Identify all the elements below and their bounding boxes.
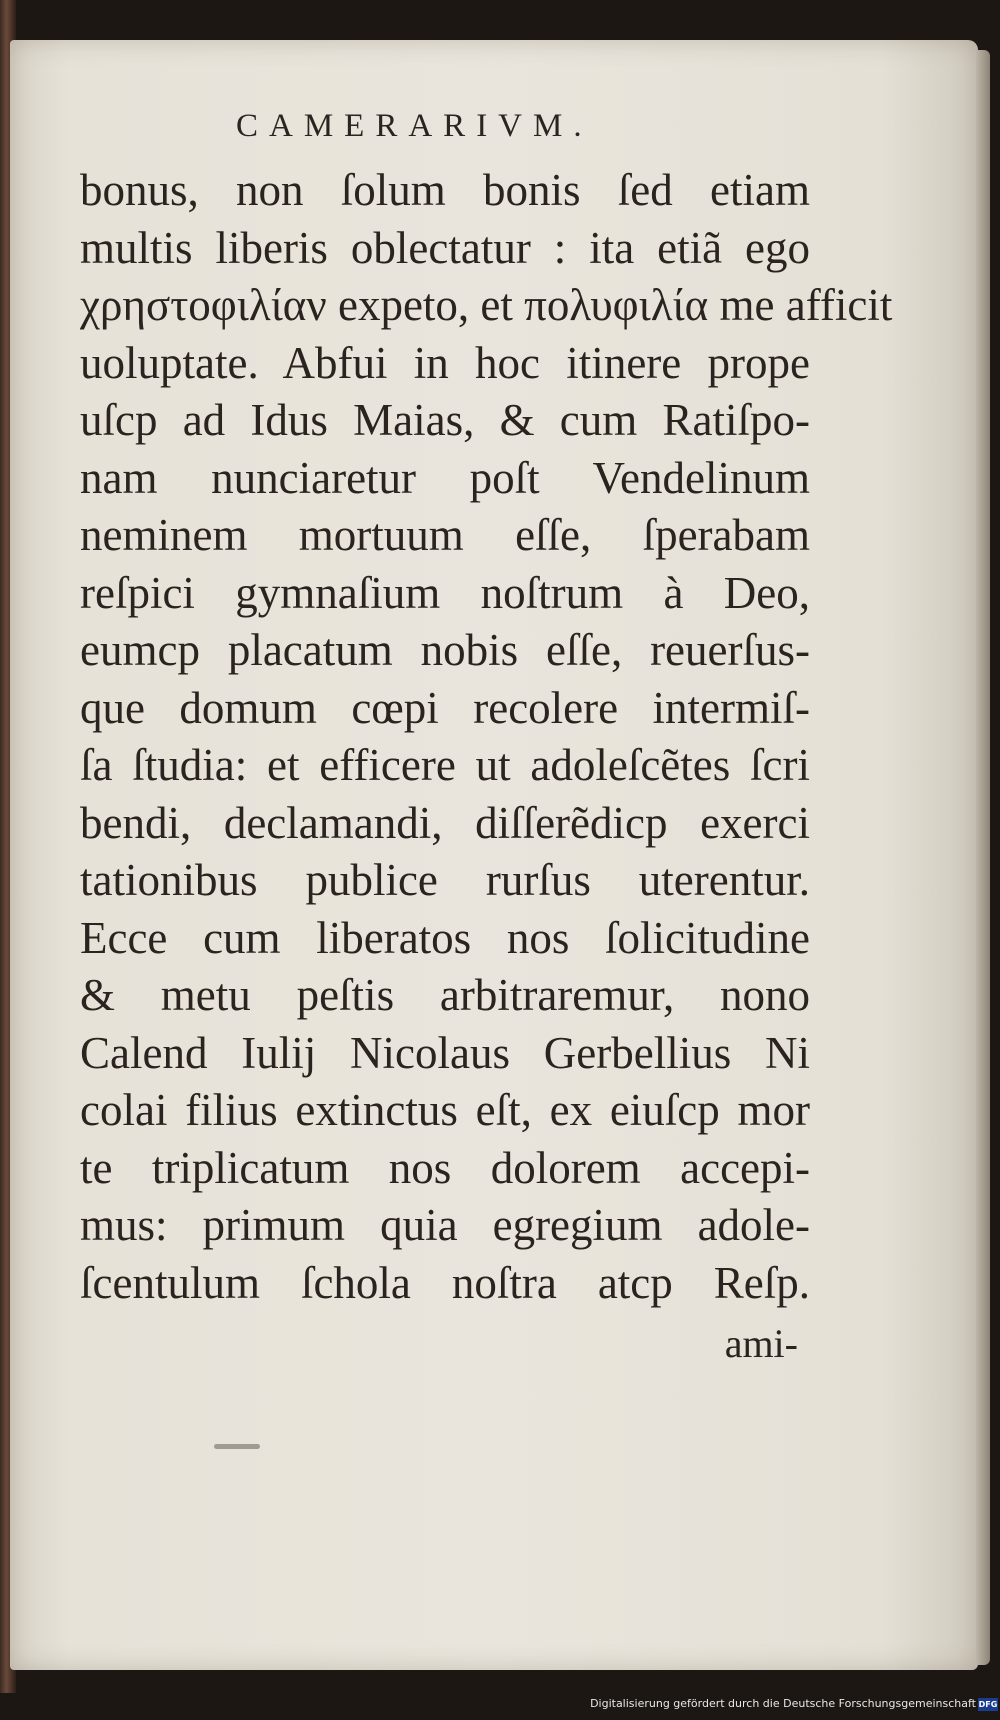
paper-mark (214, 1444, 260, 1449)
catchword: ami- (724, 1321, 798, 1366)
text-line: multis liberis oblectatur : ita etiã ego (80, 222, 810, 273)
text-line: colai filius extinctus eſt, ex eiuſcp mor (80, 1085, 810, 1135)
text-line: neminem mortuum eſſe, ſperabam (80, 510, 810, 560)
text-line: nam nunciaretur poſt Vendelinum (80, 452, 810, 503)
text-line: tationibus publice rurſus uterentur. (80, 855, 810, 905)
text-line: uſcp ad Idus Maias, & cum Ratiſpo- (80, 395, 810, 445)
text-line: reſpici gymnaſium noſtrum à Deo, (80, 567, 810, 618)
text-line: eumcp placatum nobis eſſe, reuerſus- (80, 625, 810, 675)
text-line: Ecce cum liberatos nos ſolicitudine (80, 912, 810, 963)
digitization-credit: Digitalisierung gefördert durch die Deutsche Forschungsgemeinschaft (590, 1697, 976, 1710)
text-line: te triplicatum nos dolorem accepi- (80, 1142, 810, 1193)
text-line: bendi, declamandi, diſſerẽdicp exerci (80, 797, 810, 848)
text-line: uoluptate. Abfui in hoc itinere prope (80, 337, 810, 388)
text-line: bonus, non ſolum bonis ſed etiam (80, 165, 810, 215)
body-text (80, 162, 893, 1312)
text-line: mus: primum quia egregium adole- (80, 1200, 810, 1250)
text-line: χρηστοφιλίαν expeto, et πολυφιλία me afficit (80, 280, 893, 330)
text-line: ſa ſtudia: et efficere ut adoleſcẽtes ſcri (80, 740, 810, 790)
page-edge (976, 50, 990, 1665)
text-line: Calend Iulij Nicolaus Gerbellius Ni (80, 1027, 810, 1078)
running-title: CAMERARIVM. (236, 108, 593, 144)
text-line: & metu peſtis arbitraremur, nono (80, 970, 810, 1020)
text-line: que domum cœpi recolere intermiſ- (80, 682, 810, 733)
text-line: ſcentulum ſchola noſtra atcp Reſp. (80, 1257, 810, 1308)
dfg-logo-icon: DFG (978, 1700, 998, 1709)
